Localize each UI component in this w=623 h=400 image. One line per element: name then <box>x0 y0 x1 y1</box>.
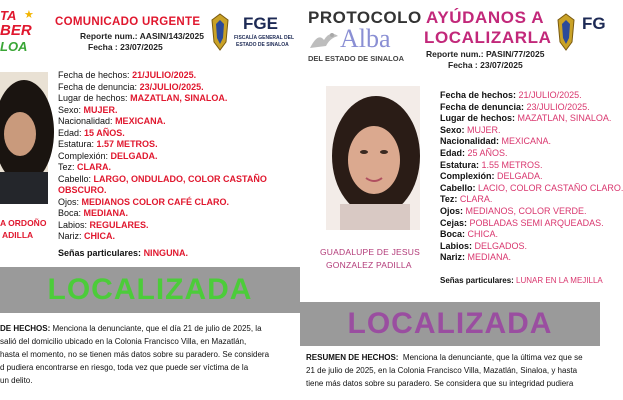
field-value: MUJER. <box>467 124 501 135</box>
field-row <box>440 171 543 182</box>
field-label: Ojos: <box>58 196 80 207</box>
field-value: 1.55 METROS. <box>481 159 543 170</box>
person-name-line2: ADILLA <box>2 230 34 240</box>
summary-text-2: salió del domicilio ubicado en la Colonia Francisco Villa, en Mazatlán, <box>0 337 247 346</box>
report-value: PASIN/77/2025 <box>486 49 545 59</box>
field-value: MEDIANA. <box>467 252 512 263</box>
field-row <box>58 139 158 150</box>
summary-line <box>0 322 298 335</box>
field-label: Cabello: <box>58 173 92 184</box>
field-row <box>58 162 111 173</box>
field-value: OBSCURO. <box>58 185 107 195</box>
field-label: Lugar de hechos: <box>58 93 128 103</box>
field-label: Cabello: <box>440 182 476 193</box>
missing-person-photo <box>0 72 48 204</box>
field-value: DELGADOS. <box>474 240 528 251</box>
senas-label: Señas particulares: <box>58 248 142 258</box>
summary-text-3: tiene más datos sobre su paradero. Se considera que su integridad pudiera <box>306 379 574 388</box>
alba-bird-icon <box>308 28 340 57</box>
field-row <box>58 128 125 139</box>
field-row <box>58 82 204 93</box>
protocol-subtitle: DEL ESTADO DE SINALOA <box>308 54 404 63</box>
header-title-line1: AYÚDANOS A <box>426 8 545 27</box>
summary-line <box>0 335 298 348</box>
agency-name: FG <box>582 14 606 33</box>
field-row <box>58 116 166 127</box>
field-row <box>58 231 115 242</box>
senas-value: NINGUNA. <box>143 248 189 258</box>
field-value: 23/JULIO/2025. <box>139 81 204 92</box>
field-row <box>58 174 267 185</box>
summary-line <box>0 348 298 361</box>
field-value: MEXICANA. <box>115 116 166 126</box>
summary-line <box>306 364 598 377</box>
field-label: Lugar de hechos: <box>440 113 516 124</box>
header-title-line2: LOCALIZARLA <box>424 28 552 47</box>
field-value: POBLADAS SEMI ARQUEADAS. <box>469 217 604 228</box>
field-label: Nariz: <box>440 252 466 263</box>
header-title: COMUNICADO URGENTE <box>55 16 201 28</box>
field-label: Ojos: <box>440 206 464 216</box>
left-poster <box>0 0 300 400</box>
field-label: Fecha de denuncia: <box>58 81 138 92</box>
field-label: Cejas: <box>440 217 468 228</box>
field-value: MEDIANOS, COLOR VERDE. <box>465 206 587 216</box>
field-row <box>58 93 227 104</box>
report-number <box>80 31 204 41</box>
field-value: 1.57 METROS. <box>96 139 158 149</box>
field-row <box>440 148 508 159</box>
summary-text-3: hasta el momento, no se tienen más datos sobre su paradero. Se considera <box>0 350 270 359</box>
field-row <box>440 160 543 171</box>
summary-line <box>0 361 298 374</box>
agency-subtitle-2: ESTADO DE SINALOA <box>236 42 289 48</box>
field-value: MEDIANOS COLOR CAFÉ CLARO. <box>81 196 230 207</box>
field-row <box>58 208 128 219</box>
field-value: MEXICANA. <box>501 136 552 147</box>
field-row <box>440 136 551 147</box>
person-name-line1: GUADALUPE DE JESUS <box>320 247 420 257</box>
field-label: Complexión: <box>440 171 495 182</box>
logo-line2: BER <box>0 22 32 39</box>
field-label: Boca: <box>58 208 82 218</box>
field-row <box>58 105 118 116</box>
field-row <box>58 185 107 196</box>
report-label: Reporte num.: <box>426 49 484 59</box>
particular-signs <box>440 275 603 286</box>
field-label: Sexo: <box>58 104 82 115</box>
field-value: MEDIANA. <box>83 208 129 218</box>
right-poster <box>300 0 623 400</box>
field-value: CLARA. <box>459 194 493 205</box>
field-value: 25 AÑOS. <box>467 148 508 158</box>
field-value: 21/JULIO/2025. <box>518 90 582 100</box>
field-label: Nacionalidad: <box>440 136 500 147</box>
date-value: 23/07/2025 <box>480 60 523 70</box>
summary-line <box>306 377 598 390</box>
summary-label: RESUMEN DE HECHOS: <box>306 353 399 362</box>
state-seal-icon <box>210 12 230 52</box>
field-label: Estatura: <box>440 159 480 170</box>
state-seal-icon <box>556 12 576 52</box>
campaign-logo <box>0 8 42 60</box>
facts-summary <box>0 322 298 387</box>
report-number <box>426 49 544 59</box>
status-banner <box>300 302 600 346</box>
agency-subtitle-1: FISCALÍA GENERAL DEL <box>234 35 295 41</box>
field-row <box>440 218 604 229</box>
field-value: DELGADA. <box>110 150 158 161</box>
field-row <box>440 183 623 194</box>
person-name-line1: A ORDOÑO <box>0 218 47 228</box>
protocol-title: PROTOCOLO <box>308 8 422 27</box>
senas-value: LUNAR EN LA MEJILLA <box>516 276 603 285</box>
field-row <box>440 241 527 252</box>
status-text: LOCALIZADA <box>347 307 553 340</box>
field-value: CHICA. <box>84 231 116 241</box>
field-label: Nacionalidad: <box>58 116 113 126</box>
date-value: 23/07/2025 <box>120 42 163 52</box>
summary-text-2: 21 de julio de 2025, en la Colonia Francisco Villa, Mazatlán, Sinaloa, y hasta <box>306 366 578 375</box>
field-value: 15 AÑOS. <box>84 127 125 138</box>
field-row <box>440 113 611 124</box>
summary-text-5: un delito. <box>0 376 33 385</box>
person-name-line2: GONZALEZ PADILLA <box>326 260 412 270</box>
field-label: Fecha de hechos: <box>58 70 130 80</box>
field-label: Tez: <box>58 162 75 172</box>
field-value: MUJER. <box>83 104 118 115</box>
field-label: Labios: <box>58 219 88 230</box>
field-row <box>440 125 501 136</box>
field-row <box>58 70 196 81</box>
field-row <box>440 206 587 217</box>
field-row <box>440 102 590 113</box>
missing-person-photo <box>326 86 420 230</box>
field-label: Fecha de hechos: <box>440 90 517 100</box>
field-value: REGULARES. <box>89 219 149 230</box>
report-date <box>88 42 163 52</box>
status-text: LOCALIZADA <box>47 273 253 306</box>
field-row <box>440 90 582 101</box>
logo-line1: TA <box>0 8 17 23</box>
field-label: Nariz: <box>58 231 82 241</box>
agency-name: FGE <box>243 14 278 33</box>
field-label: Fecha de denuncia: <box>440 101 525 112</box>
field-value: MAZATLAN, SINALOA. <box>130 93 228 103</box>
field-value: LARGO, ONDULADO, COLOR CASTAÑO <box>93 173 267 184</box>
field-value: DELGADA. <box>497 171 543 182</box>
field-label: Edad: <box>440 148 466 158</box>
field-row <box>58 151 158 162</box>
summary-line <box>306 351 598 364</box>
field-row <box>440 194 492 205</box>
field-value: LACIO, COLOR CASTAÑO CLARO. <box>478 182 623 193</box>
facts-summary <box>306 351 598 390</box>
report-label: Reporte num.: <box>80 31 138 41</box>
report-value: AASIN/143/2025 <box>139 31 204 41</box>
summary-text-1: Menciona la denunciante, que la última vez que se <box>402 353 583 362</box>
field-value: 21/JULIO/2025. <box>132 70 197 80</box>
field-label: Edad: <box>58 127 82 138</box>
field-value: MAZATLAN, SINALOA. <box>517 113 612 124</box>
field-label: Boca: <box>440 229 466 240</box>
status-banner <box>0 267 300 313</box>
protocol-name: Alba <box>340 24 391 53</box>
date-label: Fecha : <box>448 60 478 70</box>
logo-star-icon: ★ <box>24 9 34 21</box>
date-label: Fecha : <box>88 42 118 52</box>
field-label: Tez: <box>440 194 458 205</box>
summary-text-1: Menciona la denunciante, que el día 21 de julio de 2025, la <box>52 324 262 333</box>
summary-label: DE HECHOS: <box>0 324 51 333</box>
field-row <box>440 252 511 263</box>
summary-text-4: d pudiera encontrarse en riesgo, toda vez que puede ser víctima de la <box>0 363 249 372</box>
particular-signs <box>58 248 188 259</box>
field-value: CHICA. <box>467 229 499 240</box>
report-date <box>448 60 523 70</box>
field-row <box>58 220 149 231</box>
field-row <box>440 229 498 240</box>
field-label: Labios: <box>440 240 473 251</box>
field-value: CLARA. <box>77 162 112 172</box>
field-label: Complexión: <box>58 150 109 161</box>
summary-line <box>0 374 298 387</box>
logo-line3: LOA <box>0 39 28 54</box>
senas-label: Señas particulares: <box>440 276 514 285</box>
field-label: Estatura: <box>58 139 95 149</box>
field-label: Sexo: <box>440 124 465 135</box>
field-row <box>58 197 229 208</box>
field-value: 23/JULIO/2025. <box>526 101 590 112</box>
